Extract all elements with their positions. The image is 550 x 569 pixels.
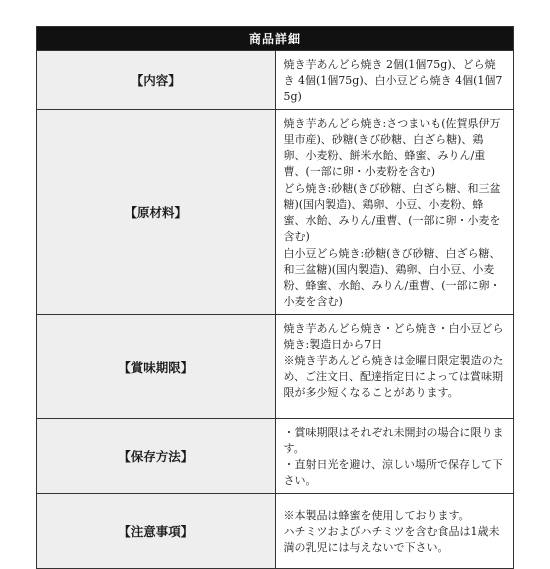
ingredients-label: 【原材料】	[37, 110, 276, 315]
storage-value	[275, 419, 514, 494]
content-label: 【内容】	[37, 51, 276, 110]
content-row	[37, 51, 514, 110]
expiry-text: 焼き芋あんどら焼き・どら焼き・白小豆どら焼き:製造日から7日	[283, 322, 504, 351]
ingredients-row	[37, 110, 514, 315]
caution-value	[275, 494, 514, 569]
content-value	[275, 51, 514, 110]
expiry-note: ※焼き芋あんどら焼きは金曜日限定製造のため、ご注文日、配達指定日によっては賞味期限が多少短くなることがあります。	[283, 354, 504, 399]
expiry-label: 【賞味期限】	[37, 315, 276, 419]
ingredients-shiroazuki: 白小豆どら焼き:砂糖(きび砂糖、白ざら糖、和三盆糖)(国内製造)、鶏卵、白小豆、小麦粉、蜂蜜、水飴、みりん/重曹、(一部に卵・小麦を含む)	[283, 247, 501, 308]
storage-label: 【保存方法】	[37, 419, 276, 494]
product-details-table	[36, 26, 514, 569]
table-title: 商品詳細	[37, 27, 514, 51]
caution-label: 【注意事項】	[37, 494, 276, 569]
ingredients-value	[275, 110, 514, 315]
expiry-value	[275, 315, 514, 419]
content-text: 焼き芋あんどら焼き 2個(1個75g)、どら焼き 4個(1個75g)、白小豆どら焼き 4個(1個75g)	[283, 58, 503, 103]
storage-line-1: ・賞味期限はそれぞれ未開封の場合に限ります。	[283, 426, 504, 455]
caution-line-1: ※本製品は蜂蜜を使用しております。	[283, 509, 470, 522]
caution-line-2: ハチミツおよびハチミツを含む食品は1歳未満の乳児には与えないで下さい。	[283, 525, 500, 554]
expiry-row	[37, 315, 514, 419]
storage-row	[37, 419, 514, 494]
table-header-row	[37, 27, 514, 51]
storage-line-2: ・直射日光を避け、涼しい場所で保存して下さい。	[283, 458, 504, 487]
ingredients-yakiimo: 焼き芋あんどら焼き:さつまいも(佐賀県伊万里市産)、砂糖(きび砂糖、白ざら糖)、鶏卵、小麦粉、餅米水飴、蜂蜜、みりん/重曹、(一部に卵・小麦粉を含む)	[283, 117, 501, 178]
caution-row	[37, 494, 514, 569]
ingredients-dorayaki: どら焼き:砂糖(きび砂糖、白ざら糖、和三盆糖)(国内製造)、鶏卵、小豆、小麦粉、蜂蜜、水飴、みりん/重曹、(一部に卵・小麦を含む)	[283, 182, 501, 243]
